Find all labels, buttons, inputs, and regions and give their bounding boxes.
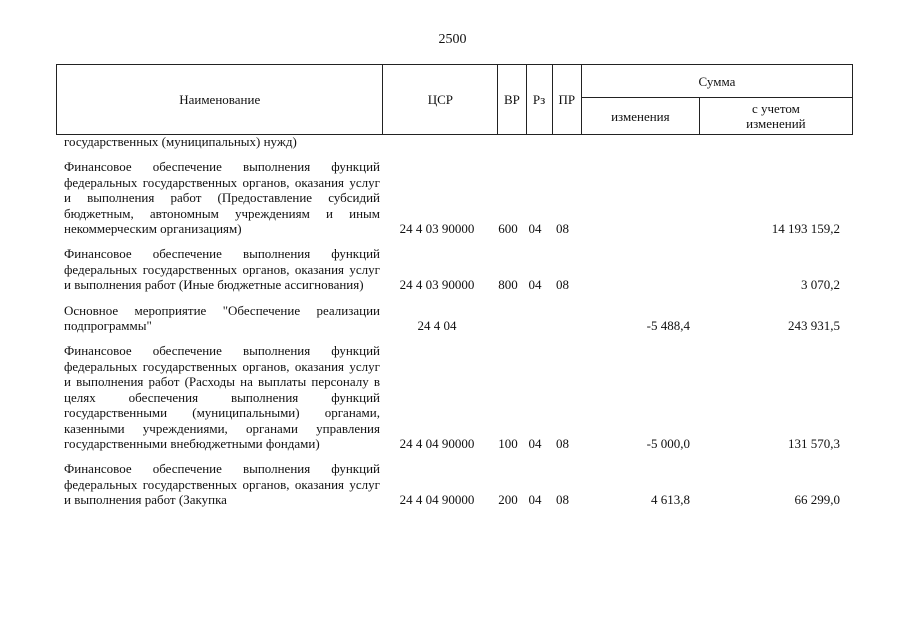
header-with-changes <box>699 98 852 135</box>
row-csr: 24 4 04 <box>417 318 457 334</box>
row-pr: 08 <box>556 492 569 508</box>
row-total: 131 570,3 <box>788 435 840 451</box>
row-changes: -5 488,4 <box>646 318 690 334</box>
table-row <box>56 159 853 236</box>
row-name: Финансовое обеспечение выполнения функций федеральных государственных органов, оказания услуг и выполнения работ (Предоставление субсидий бюджетным, автономным учреждениям и иным некоммерческим организациям) <box>64 159 380 237</box>
row-vr: 100 <box>498 435 518 451</box>
row-csr: 24 4 03 90000 <box>399 221 475 237</box>
table-body <box>56 134 853 508</box>
row-changes: 4 613,8 <box>651 492 690 508</box>
header-sum: Сумма <box>581 65 852 98</box>
table-row <box>56 246 853 292</box>
row-name: Основное мероприятие "Обеспечение реализации подпрограммы" <box>64 302 380 334</box>
row-rz: 04 <box>528 277 542 293</box>
header-pr: ПР <box>552 65 581 135</box>
row-vr: 600 <box>498 221 518 237</box>
row-pr: 08 <box>556 435 569 451</box>
row-total: 243 931,5 <box>788 318 840 334</box>
row-rz: 04 <box>528 492 542 508</box>
page-number: 2500 <box>438 32 467 47</box>
row-total: 3 070,2 <box>801 277 840 293</box>
header-changes: изменения <box>581 98 699 135</box>
table-row <box>56 303 853 334</box>
header-rz: Рз <box>526 65 552 135</box>
row-rz: 04 <box>528 435 542 451</box>
row-changes: -5 000,0 <box>646 435 690 451</box>
row-csr: 24 4 04 90000 <box>399 435 475 451</box>
table-row <box>56 461 853 507</box>
header-with-changes-line2: изменений <box>746 116 806 131</box>
row-vr: 200 <box>498 492 518 508</box>
header-csr: ЦСР <box>383 65 498 135</box>
table-row <box>56 134 853 149</box>
row-name: Финансовое обеспечение выполнения функций федеральных государственных органов, оказания услуг и выполнения работ (Закупка <box>64 461 380 508</box>
row-name: Финансовое обеспечение выполнения функций федеральных государственных органов, оказания услуг и выполнения работ (Иные бюджетные ассигнования) <box>64 246 380 293</box>
row-name: Финансовое обеспечение выполнения функций федеральных государственных органов, оказания услуг и выполнения работ (Расходы на выплаты персоналу в целях обеспечения выполнения функций государственными (муниципальными) органами, казенными учреждениями, органами управления государственными внебюджетными фондами) <box>64 343 380 451</box>
header-vr: ВР <box>498 65 526 135</box>
row-vr: 800 <box>498 277 518 293</box>
row-csr: 24 4 04 90000 <box>399 492 475 508</box>
row-rz: 04 <box>528 221 542 237</box>
header-with-changes-line1: с учетом <box>751 101 800 116</box>
row-total: 66 299,0 <box>794 492 840 508</box>
row-total: 14 193 159,2 <box>771 221 840 237</box>
row-pr: 08 <box>556 277 569 293</box>
header-name: Наименование <box>57 65 383 135</box>
row-csr: 24 4 03 90000 <box>399 277 475 293</box>
table-header <box>56 64 853 135</box>
row-name: государственных (муниципальных) нужд) <box>64 134 297 149</box>
table-row <box>56 343 853 451</box>
row-pr: 08 <box>556 221 569 237</box>
